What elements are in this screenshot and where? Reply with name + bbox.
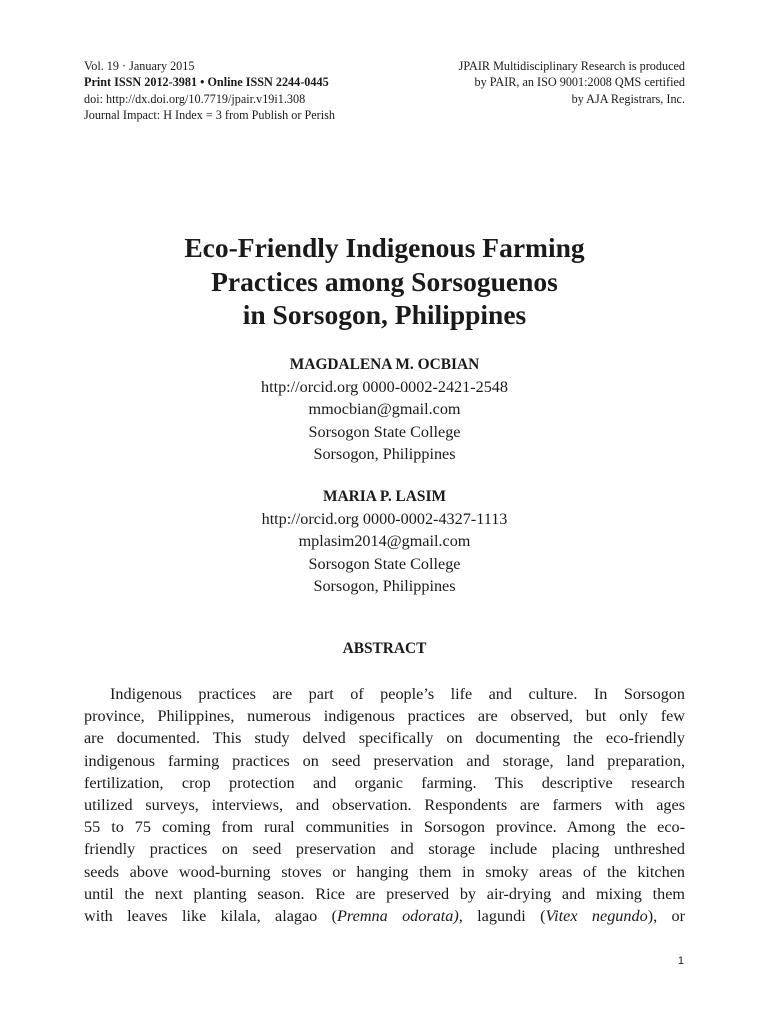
species-name: Premna odorata) bbox=[337, 907, 459, 926]
abstract-line-last bbox=[84, 905, 685, 927]
issn-line: Print ISSN 2012-3981 • Online ISSN 2244-0445 bbox=[84, 75, 329, 90]
abstract-line: Indigenous practices are part of people’s life and culture. In Sorsogon bbox=[110, 685, 685, 703]
impact-line: Journal Impact: H Index = 3 from Publish or Perish bbox=[84, 107, 335, 122]
abstract-line: province, Philippines, numerous indigenous practices are observed, but only few bbox=[84, 707, 685, 726]
author-institution: Sorsogon State College bbox=[308, 554, 461, 573]
author-block-1 bbox=[84, 354, 685, 465]
text-segment: ), or bbox=[647, 907, 685, 926]
paper-title bbox=[84, 231, 685, 332]
author-block-2 bbox=[84, 486, 685, 597]
volume-line: Vol. 19 · January 2015 bbox=[84, 59, 195, 73]
title-line-3: in Sorsogon, Philippines bbox=[242, 299, 527, 330]
abstract-line: fertilization, crop protection and organic farming. This descriptive research bbox=[84, 773, 685, 792]
text-segment: with leaves like kilala, alagao ( bbox=[84, 907, 338, 926]
abstract-line: 55 to 75 coming from rural communities in Sorsogon province. Among the eco- bbox=[84, 818, 685, 837]
abstract-line: utilized surveys, interviews, and observation. Respondents are farmers with ages bbox=[84, 796, 685, 815]
abstract-line: indigenous farming practices on seed preservation and storage, land preparation, bbox=[84, 751, 685, 770]
author-orcid: http://orcid.org 0000-0002-2421-2548 bbox=[261, 378, 508, 397]
abstract-body bbox=[84, 683, 685, 927]
species-name: Vitex negundo bbox=[545, 907, 648, 926]
title-line-2: Practices among Sorsoguenos bbox=[211, 265, 558, 297]
author-email: mmocbian@gmail.com bbox=[308, 400, 461, 419]
abstract-line: are documented. This study delved specifically on documenting the eco-friendly bbox=[84, 729, 685, 748]
page-number: 1 bbox=[677, 955, 684, 967]
author-orcid: http://orcid.org 0000-0002-4327-1113 bbox=[261, 510, 508, 529]
journal-info bbox=[84, 58, 335, 123]
author-email: mplasim2014@gmail.com bbox=[298, 532, 471, 551]
abstract-line: until the next planting season. Rice are preserved by air-drying and mixing them bbox=[84, 884, 685, 903]
doi-line: doi: http://dx.doi.org/10.7719/jpair.v19i1.308 bbox=[84, 91, 306, 106]
abstract-line: seeds above wood-burning stoves or hanging them in smoky areas of the kitchen bbox=[84, 862, 685, 881]
author-location: Sorsogon, Philippines bbox=[313, 576, 456, 595]
publisher-line-3: by AJA Registrars, Inc. bbox=[571, 91, 685, 106]
abstract-line: friendly practices on seed preservation and storage include placing unthreshed bbox=[84, 840, 685, 859]
author-location: Sorsogon, Philippines bbox=[313, 444, 456, 463]
publisher-info bbox=[459, 58, 685, 107]
publisher-line-2: by PAIR, an ISO 9001:2008 QMS certified bbox=[474, 75, 685, 90]
title-line-1: Eco-Friendly Indigenous Farming bbox=[184, 232, 585, 263]
text-segment: , lagundi ( bbox=[458, 907, 546, 926]
abstract-heading: ABSTRACT bbox=[342, 640, 427, 657]
publisher-line-1: JPAIR Multidisciplinary Research is produced bbox=[458, 59, 685, 73]
author-institution: Sorsogon State College bbox=[308, 422, 461, 441]
author-name: MARIA P. LASIM bbox=[323, 488, 446, 505]
author-name: MAGDALENA M. OCBIAN bbox=[289, 356, 480, 373]
